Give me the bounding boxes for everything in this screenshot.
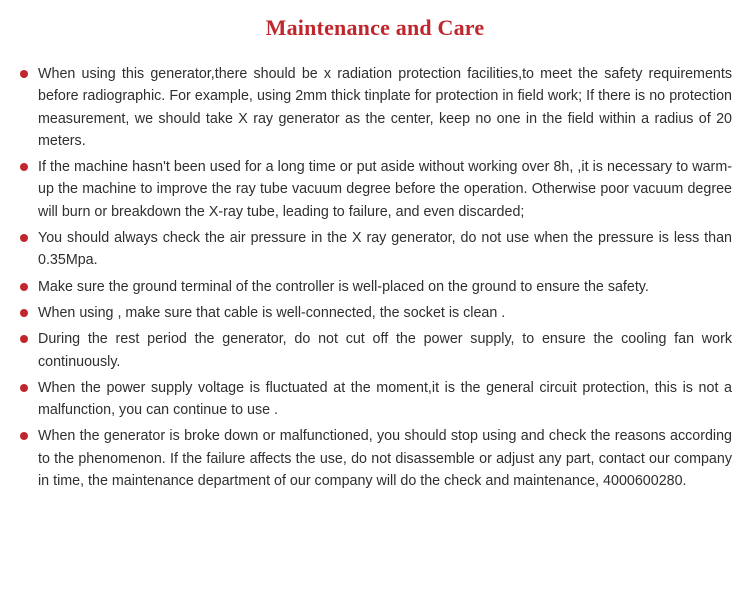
list-item — [18, 425, 732, 492]
bullet-icon — [20, 70, 28, 78]
list-item — [18, 227, 732, 272]
list-item-text: When using , make sure that cable is well-connected, the socket is clean . — [38, 304, 506, 321]
list-item — [18, 302, 732, 324]
list-item-text: When the power supply voltage is fluctuated at the moment,it is the general circuit protection, this is not a malfunction, you can continue to use . — [38, 379, 732, 419]
bullet-icon — [20, 309, 28, 317]
bullet-icon — [20, 234, 28, 242]
list-item — [18, 377, 732, 422]
list-item-text: You should always check the air pressure in the X ray generator, do not use when the pressure is less than 0.35Mpa. — [38, 230, 732, 269]
list-item — [18, 328, 732, 373]
list-item-text: When the generator is broke down or malfunctioned, you should stop using and check the reasons according to the phenomenon. If the failure affects the use, do not disassemble or adjust any part, contact our company in time, the maintenance department of our company will do the check and maintenance, 4000600280. — [38, 428, 732, 490]
maintenance-list — [0, 41, 750, 492]
list-item — [18, 156, 732, 223]
bullet-icon — [20, 283, 28, 291]
page-title: Maintenance and Care — [265, 15, 485, 40]
bullet-icon — [20, 163, 28, 171]
bullet-icon — [20, 384, 28, 392]
list-item-text: During the rest period the generator, do not cut off the power supply, to ensure the cooling fan work continuously. — [38, 331, 732, 370]
list-item-text: Make sure the ground terminal of the controller is well-placed on the ground to ensure the safety. — [38, 278, 649, 295]
bullet-icon — [20, 432, 28, 440]
list-item — [18, 276, 732, 298]
bullet-icon — [20, 335, 28, 343]
list-item-text: When using this generator,there should be x radiation protection facilities,to meet the safety requirements before radiographic. For example, using 2mm thick tinplate for protection in field work; If there is no protection measurement, we should take X ray generator as the center, keep no one in the field within a radius of 20 meters. — [38, 66, 732, 149]
list-item-text: If the machine hasn't been used for a long time or put aside without working over 8h, ,it is necessary to warm-up the machine to improve the ray tube vacuum degree before the operation. Otherwise poor vacuum degree will burn or breakdown the X-ray tube, leading to failure, and even discarded; — [38, 159, 732, 220]
list-item — [18, 63, 732, 152]
